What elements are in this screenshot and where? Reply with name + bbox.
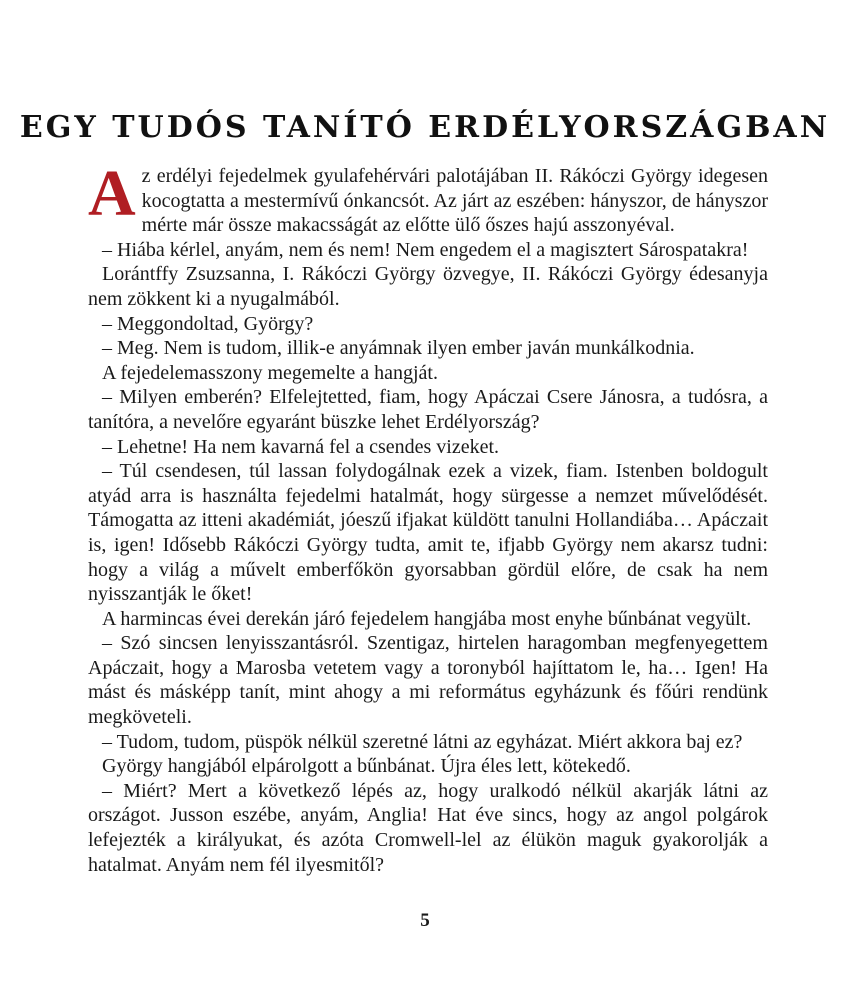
- drop-cap: A: [88, 157, 136, 230]
- chapter-body: [88, 157, 768, 877]
- paragraph: A harmincas évei derekán járó fejedelem hangjába most enyhe bűnbánat vegyült.: [102, 607, 752, 630]
- paragraph: Lorántffy Zsuzsanna, I. Rákóczi György özvegye, II. Rákóczi György édesanyja nem zökkent ki a nyugalmából.: [88, 263, 768, 310]
- opening-paragraph: [88, 157, 768, 238]
- paragraph: – Hiába kérlel, anyám, nem és nem! Nem engedem el a magisztert Sárospatakra!: [102, 238, 749, 261]
- paragraph: – Meg. Nem is tudom, illik-e anyámnak ilyen ember javán munkálkodnia.: [102, 337, 695, 360]
- paragraph: – Szó sincsen lenyisszantásról. Szentigaz, hirtelen haragomban megfenyegettem Apáczait, hogy a Marosba vetetem vagy a toronyból hajíttatom le, ha… Igen! Ha mást és másképp tanít, mint ahogy a mi református egyházunk és főúri rendünk megköveteli.: [88, 632, 768, 729]
- paragraph: – Milyen emberén? Elfelejtetted, fiam, hogy Apáczai Csere Jánosra, a tudósra, a tanítóra, a nevelőre egyaránt büszke lehet Erdélyország?: [88, 386, 768, 433]
- paragraph: A fejedelemasszony megemelte a hangját.: [102, 361, 438, 384]
- paragraph: György hangjából elpárolgott a bűnbánat. Újra éles lett, kötekedő.: [102, 755, 631, 778]
- paragraph: – Meggondoltad, György?: [102, 312, 314, 335]
- opening-text: z erdélyi fejedelmek gyulafehérvári palotájában II. Rákóczi György idegesen kocogtatta a mestermívű ónkancsót. Az járt az eszében: hányszor, de hányszor mérte már össze makacsságát az előtte ülő őszes hajú asszonyéval.: [141, 165, 768, 237]
- chapter-title: EGY TUDÓS TANÍTÓ ERDÉLYORSZÁGBAN: [19, 110, 831, 146]
- paragraph: – Miért? Mert a következő lépés az, hogy uralkodó nélkül akarják látni az országot. Jusson eszébe, anyám, Anglia! Hat éve sincs, hogy az angol polgárok lefejezték a királyukat, és azóta Cromwell-lel az élükön maguk gyakorolják a hatalmat. Anyám nem fél ilyesmitől?: [88, 779, 768, 876]
- paragraph: – Tudom, tudom, püspök nélkül szeretné látni az egyházat. Miért akkora baj ez?: [102, 730, 743, 753]
- page-number: 5: [420, 910, 430, 931]
- paragraph: – Lehetne! Ha nem kavarná fel a csendes vizeket.: [102, 435, 500, 458]
- paragraph: – Túl csendesen, túl lassan folydogálnak ezek a vizek, fiam. Istenben boldogult atyád arra is használta fejedelmi hatalmát, hogy sürgesse a nemzet művelődését. Támogatta az itteni akadémiát, jóeszű ifjakat küldött tanulni Hollandiába… Apáczait is, igen! Idősebb Rákóczi György tudta, amit te, ifjabb György nem akarsz tudni: hogy a világ a művelt emberfőkön gyorsabban gördül előre, de csak ha nem nyisszantják le őket!: [88, 460, 768, 606]
